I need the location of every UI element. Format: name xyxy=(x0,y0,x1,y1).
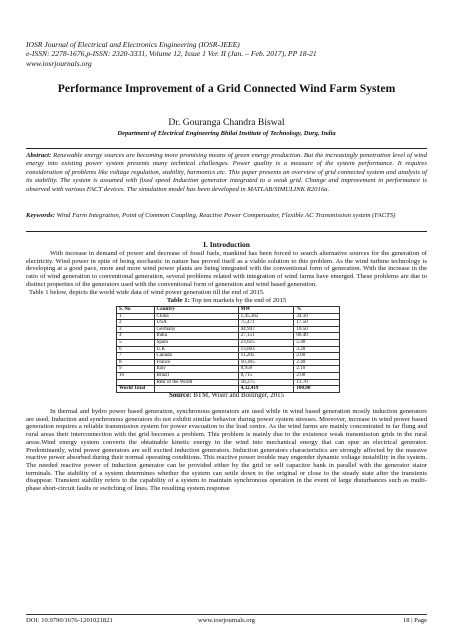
cell-mw: 11,205 xyxy=(238,353,294,360)
cell-country: France xyxy=(154,359,238,366)
cell-sno: 3 xyxy=(117,326,155,333)
cell-percent: 34.10 xyxy=(294,313,340,320)
journal-header xyxy=(26,40,426,68)
cell-percent: 3.20 xyxy=(294,346,340,353)
cell-mw: 8,715 xyxy=(238,372,294,379)
cell-percent: 06.40 xyxy=(294,333,340,340)
cell-country: Italy xyxy=(154,366,238,373)
cell-country: India xyxy=(154,333,238,340)
table-row xyxy=(117,359,340,366)
abstract-top-rule xyxy=(26,148,427,149)
intro-paragraph-3-text: In thermal and hydro power based generation, synchronous generators are used while in wind based generation mostly induction generators are used. Induction and synchronous generators do not exhibit similar behavior during power system stresses. Moreover, increase in wind power based generation requires a reliable transmission system for power evacuation to the load centre. As the wind farms are mainly concentrated in far flung and rural areas their interconnection with the grid becomes a problem. This problem is mainly due to the existence weak transmission grids in the rural areas.Wind energy system converts the obtainable kinetic energy in the wind into mechanical energy that can spur an electrical generator. Predominantly, wind power generators are self excited induction generators. Induction generators characteristics are strongly affected by the massive reactive power absorbed during their normal operating conditions. This reactive power trouble may engender dynamic voltage instability in the system. The needed reactive power of induction generator can be provided either by the grid or self capacitor bank in parallel with the generator stator terminals. The stability of a system determines whether the system can settle down to the original or close to the steady state after the transients disappear. Transient stability refers to the capability of a system to maintain synchronous operation in the event of large disturbances such as multi-phase short-circuit faults or switching of lines. The resulting system response xyxy=(26,408,427,493)
cell-mw: 1,45,362 xyxy=(238,313,294,320)
author-name: Dr. Gouranga Chandra Biswal xyxy=(168,117,285,128)
cell-percent: 5.40 xyxy=(294,339,340,346)
table-caption-text: Top ten markets by the end of 2015 xyxy=(191,297,287,304)
intro-paragraph-2 xyxy=(26,289,427,297)
keywords xyxy=(26,212,427,220)
wind-markets-table xyxy=(116,306,340,393)
col-header-percent: % xyxy=(294,307,340,314)
cell-country: China xyxy=(154,313,238,320)
col-header-sno: S. No xyxy=(117,307,155,314)
cell-percent: 2.60 xyxy=(294,353,340,360)
table-row xyxy=(117,366,340,373)
keywords-text: Wind Farm Integration, Point of Common Coupling, Reactive Power Compensator, Flexible AC Transmission system (FACTS) xyxy=(56,212,396,219)
cell-sno: 6 xyxy=(117,346,155,353)
section-heading: I. Introduction xyxy=(203,240,250,249)
abstract xyxy=(26,152,427,194)
cell-percent: 13.70 xyxy=(294,379,340,386)
cell-country: Rest of the World xyxy=(154,379,238,386)
footer-page-number: 18 | Page xyxy=(402,617,427,624)
cell-mw: 58,275 xyxy=(238,379,294,386)
table-row xyxy=(117,339,340,346)
intro-paragraph-1-text: With increase in demand of power and decrease of fossil fuels, mankind has been forced to search alternative sources for the generation of electricity. Wind power in spite of being stochastic in nature has proved itself as a viable solution to this problem. As the wind turbine technology is developing at a good pace, more and more wind power plants are being integrated with the conventional form of generation. With the increase in the ratio of wind generation to conventional generation, several problems related with integration of wind farms have emerged. These problems are due to distinct properties of the generators used with the conventional form of generation and wind based generation. xyxy=(26,250,427,288)
cell-sno: 1 xyxy=(117,313,155,320)
intro-paragraph-2-text: Table 1 below, depicts the world wide data of wind power generation till the end of 2015. xyxy=(29,289,265,296)
cell-sno: 8 xyxy=(117,359,155,366)
cell-country: Canada xyxy=(154,353,238,360)
cell-mw: 13,603 xyxy=(238,346,294,353)
cell-mw: 10,305 xyxy=(238,359,294,366)
table-row xyxy=(117,333,340,340)
paper-title: Performance Improvement of a Grid Connected Wind Farm System xyxy=(57,82,396,95)
cell-total-percent: 100.00 xyxy=(294,386,340,393)
abstract-bottom-rule xyxy=(26,231,427,232)
table-source-text: BTM, Wiser and Bollinger, 2015 xyxy=(193,392,284,399)
cell-sno: 4 xyxy=(117,333,155,340)
cell-percent: 2.10 xyxy=(294,366,340,373)
abstract-text: Renewable energy sources are becoming more promising means of green energy production. But the increasingly penetration level of wind energy into existing power system presents many technical challenges. Power quality is a measure of the system performance. It requires consideration of problems like voltage regulation, stability, harmonics etc. This paper presents an overview of grid connected system and analysis of its stability. The system is assumed with fixed speed Induction generator integrated to a weak grid. Change and improvement in performance is observed with various FACT devices. The simulation model has been developed in MATLAB/SIMULINK R2016a. xyxy=(26,152,427,193)
cell-mw: 75,471 xyxy=(238,320,294,327)
col-header-country: Country xyxy=(154,307,238,314)
cell-total-mw: 4,32,419 xyxy=(238,386,294,393)
cell-country: Spain xyxy=(154,339,238,346)
author-affiliation: Department of Electrical Engineering Bhilai Institute of Technology, Durg, India xyxy=(117,130,336,137)
cell-sno: 9 xyxy=(117,366,155,373)
footer-rule xyxy=(26,614,427,615)
cell-sno: 10 xyxy=(117,372,155,379)
cell-percent: 10.50 xyxy=(294,326,340,333)
table-row xyxy=(117,346,340,353)
cell-country: U.K xyxy=(154,346,238,353)
abstract-label: Abstract: xyxy=(26,152,52,159)
cell-mw: 23,025 xyxy=(238,339,294,346)
cell-percent: 2.40 xyxy=(294,359,340,366)
cell-country: Germany xyxy=(154,326,238,333)
cell-percent: 17.50 xyxy=(294,320,340,327)
table-source xyxy=(26,392,427,400)
intro-paragraph-3 xyxy=(26,408,427,493)
cell-mw: 8,958 xyxy=(238,366,294,373)
cell-sno: 5 xyxy=(117,339,155,346)
footer-doi[interactable]: DOI: 10.9790/1676-1201021821 xyxy=(26,617,113,624)
footer-site[interactable]: www.iosrjournals.org xyxy=(198,617,255,624)
journal-url[interactable]: www.iosrjournals.org xyxy=(26,58,92,68)
cell-mw: 27,151 xyxy=(238,333,294,340)
cell-percent: 2.00 xyxy=(294,372,340,379)
cell-total-label: World Total xyxy=(117,386,155,393)
table-caption xyxy=(26,297,427,305)
journal-name: IOSR Journal of Electrical and Electronics Engineering (IOSR-JEEE) xyxy=(26,40,240,49)
cell-mw: 44,947 xyxy=(238,326,294,333)
table-row xyxy=(117,353,340,360)
cell-sno: 2 xyxy=(117,320,155,327)
table-source-label: Source: xyxy=(168,392,192,399)
cell-country: USA xyxy=(154,320,238,327)
journal-issn: e-ISSN: 2278-1676,p-ISSN: 2320-3331, Volume 12, Issue 1 Ver. II (Jan. – Feb. 2017), PP 18-21 xyxy=(26,49,317,59)
cell-sno: 7 xyxy=(117,353,155,360)
cell-country: Brazil xyxy=(154,372,238,379)
keywords-label: Keywords: xyxy=(26,212,55,219)
intro-paragraph-1 xyxy=(26,250,427,289)
table-caption-label: Table 1: xyxy=(166,297,190,304)
col-header-mw: MW xyxy=(238,307,294,314)
